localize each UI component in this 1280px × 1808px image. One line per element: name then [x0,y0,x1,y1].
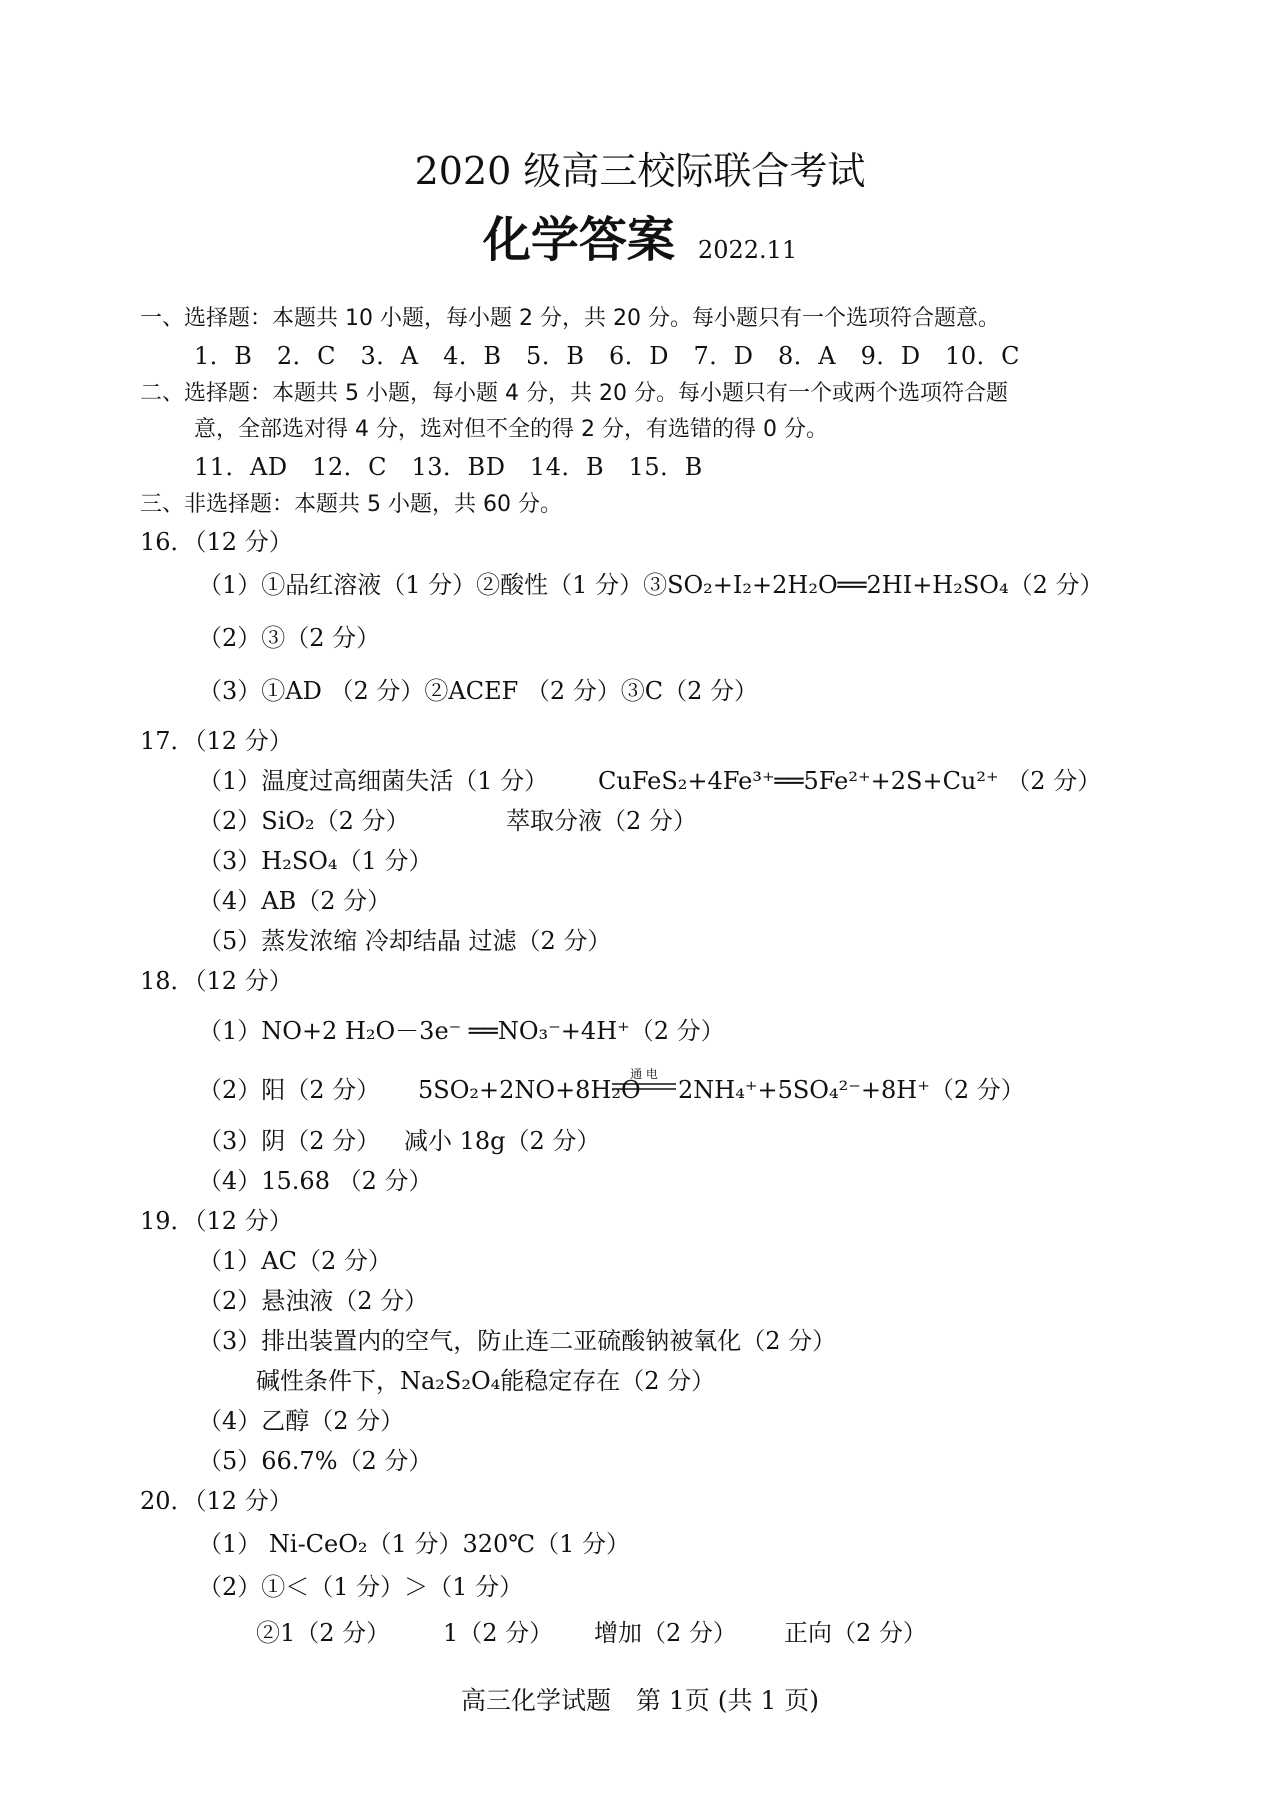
q19-part3a: （3）排出装置内的空气，防止连二亚硫酸钠被氧化（2 分） [198,1327,837,1355]
q18-part3b: 减小 18g（2 分） [404,1127,601,1155]
q18-part2b: 5SO₂+2NO+8H₂O [418,1076,641,1104]
q17-part1a: （1）温度过高细菌失活（1 分） [198,767,549,795]
q20-part3b: 1（2 分） [443,1619,554,1647]
q19-part3b: 碱性条件下，Na₂S₂O₄能稳定存在（2 分） [256,1367,716,1395]
q17-part2a: （2）SiO₂（2 分） [198,807,410,835]
q18-part2d: 2NH₄⁺+5SO₄²⁻+8H⁺（2 分） [678,1076,1025,1104]
q18-condition-label: 通 电 [630,1067,658,1081]
q19-part5: （5）66.7%（2 分） [198,1447,433,1475]
q17-header: 17．（12 分） [140,727,293,755]
q17-part5: （5）蒸发浓缩 冷却结晶 过滤（2 分） [198,927,612,955]
q17-part3: （3）H₂SO₄（1 分） [198,847,433,875]
q16-part3: （3）①AD （2 分）②ACEF （2 分）③C（2 分） [198,677,759,705]
q19-part1: （1）AC（2 分） [198,1247,392,1275]
section1-answers: 1．B 2．C 3．A 4．B 5．B 6．D 7．D 8．A 9．D 10．C [194,342,1020,370]
answer-key-title: 化学答案 [482,212,675,268]
q20-part3c: 增加（2 分） [594,1619,737,1647]
q16-part1: （1）①品红溶液（1 分）②酸性（1 分）③SO₂+I₂+2H₂O══2HI+H₂SO₄（2 分） [198,571,1104,599]
q20-part3a: ②1（2 分） [256,1619,391,1647]
exam-date: 2022.11 [697,236,798,264]
q20-part3d: 正向（2 分） [784,1619,927,1647]
exam-title: 2020 级高三校际联合考试 [414,149,866,193]
q18-part2a: （2）阳（2 分） [198,1076,381,1104]
q19-header: 19．（12 分） [140,1207,293,1235]
page-footer: 高三化学试题 第 1页 (共 1 页) [460,1686,820,1715]
q20-part1: （1） Ni-CeO₂（1 分）320℃（1 分） [198,1530,630,1558]
q17-part2b: 萃取分液（2 分） [506,807,697,835]
section1-heading: 一、选择题：本题共 10 小题，每小题 2 分，共 20 分。每小题只有一个选项符合题意。 [140,306,1000,331]
section2-answers: 11．AD 12．C 13．BD 14．B 15．B [194,453,703,481]
q19-part2: （2）悬浊液（2 分） [198,1287,429,1315]
section2-heading-line1: 二、选择题：本题共 5 小题，每小题 4 分，共 20 分。每小题只有一个或两个选项符合题 [140,381,1008,406]
section2-heading-line2: 意，全部选对得 4 分，选对但不全的得 2 分，有选错的得 0 分。 [194,417,828,442]
q17-part4: （4）AB（2 分） [198,887,392,915]
q17-part1b: CuFeS₂+4Fe³⁺══5Fe²⁺+2S+Cu²⁺ （2 分） [598,767,1102,795]
q18-equals-arrow [612,1082,676,1092]
q19-part4: （4）乙醇（2 分） [198,1407,405,1435]
q16-part2: （2）③（2 分） [198,624,381,652]
q18-part4: （4）15.68 （2 分） [198,1167,433,1195]
q20-header: 20．（12 分） [140,1487,293,1515]
q18-part1: （1）NO+2 H₂O－3e⁻ ══NO₃⁻+4H⁺（2 分） [198,1017,725,1045]
subtitle-row [0,212,1280,268]
q20-part2: （2）①＜（1 分）＞（1 分） [198,1573,524,1601]
q18-part3a: （3）阴（2 分） [198,1127,381,1155]
section3-heading: 三、非选择题：本题共 5 小题，共 60 分。 [140,492,562,517]
q16-header: 16．（12 分） [140,528,293,556]
q18-header: 18．（12 分） [140,967,293,995]
